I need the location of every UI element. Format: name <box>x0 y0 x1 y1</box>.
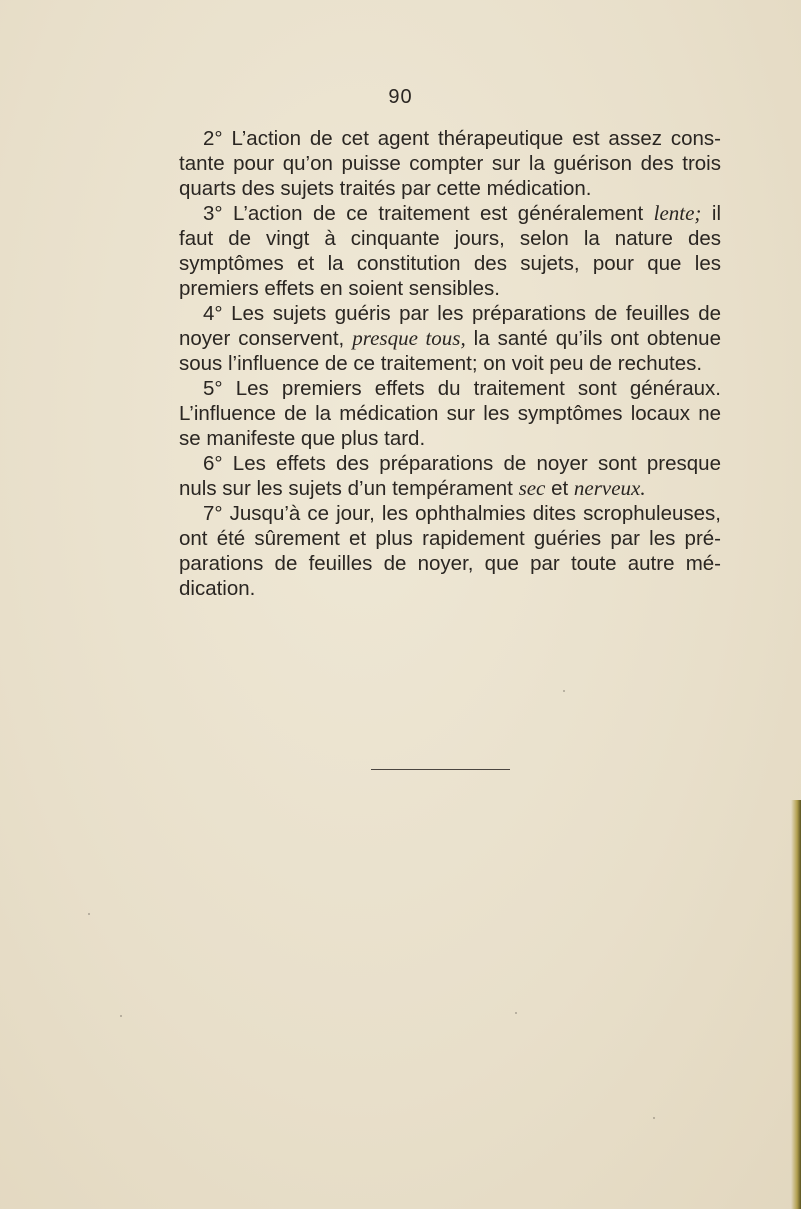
paragraph-6 <box>179 451 721 501</box>
paragraph-4-text-start: 4° Les sujets guéris par les préparations de feuilles de noyer conservent, <box>179 302 721 350</box>
paper-speck <box>88 913 90 915</box>
paragraph-3 <box>179 201 721 301</box>
paragraph-5-text: 5° Les premiers effets du traitement sont généraux. L’influence de la médication sur les symptômes locaux ne se manifeste que plus tard. <box>179 377 721 450</box>
paragraph-3-italic: lente; <box>653 201 702 225</box>
paper-speck <box>653 1117 655 1119</box>
paragraph-6-text-mid: et <box>545 477 574 500</box>
paragraph-4 <box>179 301 721 376</box>
paragraph-6-italic-sec: sec <box>518 476 546 500</box>
page-edge-stain <box>791 800 801 1209</box>
paragraph-6-text-start: 6° Les effets des préparations de noyer sont presque nuls sur les sujets d’un tempérament <box>179 452 721 500</box>
paper-speck <box>563 690 565 692</box>
paragraph-7 <box>179 501 721 601</box>
paragraph-2 <box>179 126 721 201</box>
end-rule <box>371 769 510 770</box>
body-text <box>179 126 721 601</box>
paper-speck <box>515 1012 517 1014</box>
paragraph-5 <box>179 376 721 451</box>
paper-speck <box>120 1015 122 1017</box>
paragraph-3-text-start: 3° L’action de ce traitement est généralement <box>203 202 654 225</box>
paragraph-2-text: 2° L’action de cet agent thérapeutique est assez cons- tante pour qu’on puisse compter sur la guérison des trois quarts des sujets traités par cette médication. <box>179 127 721 200</box>
paragraph-3-text-end: il faut de vingt à cinquante jours, selon la nature des symptômes et la constitution des sujets, pour que les premiers effets en soient sensibles. <box>179 202 721 300</box>
paragraph-6-italic-nerveux: nerveux. <box>573 476 646 500</box>
paragraph-4-italic: presque tous, <box>352 326 466 350</box>
paragraph-7-text: 7° Jusqu’à ce jour, les ophthalmies dites scrophuleuses, ont été sûrement et plus rapidement guéries par les pré- parations de feuilles de noyer, que par toute autre mé- dication. <box>179 502 721 600</box>
paragraph-4-text-end: la santé qu’ils ont obtenue sous l’influence de ce traitement; on voit peu de rechutes. <box>179 327 721 375</box>
page-number: 90 <box>388 86 413 108</box>
